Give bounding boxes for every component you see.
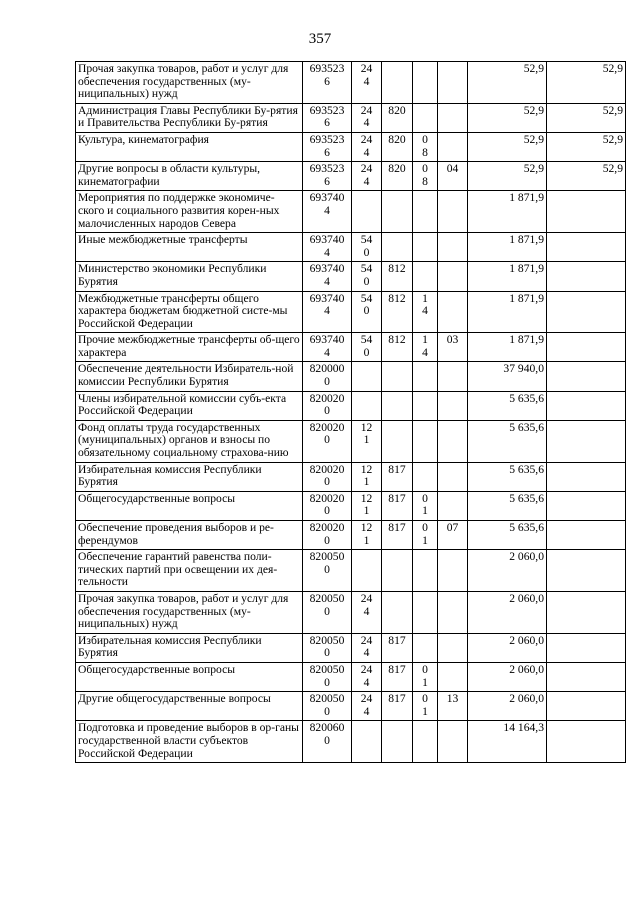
amount-cell: 5 635,6 bbox=[468, 491, 547, 520]
expense-type-cell bbox=[352, 162, 382, 191]
amount-secondary-cell bbox=[547, 420, 626, 462]
subsection-cell bbox=[438, 291, 468, 333]
expense-type-cell bbox=[352, 103, 382, 132]
target-article-cell bbox=[303, 162, 352, 191]
expense-type-cell-line: 4 bbox=[363, 604, 370, 618]
target-article-cell-line: 0 bbox=[324, 433, 330, 447]
row-name-cell: Фонд оплаты труда государственных (муниципальных) органов и взносы по обязательному социальному страхова-нию bbox=[76, 420, 303, 462]
target-article-cell bbox=[303, 721, 352, 763]
expense-type-cell-line: 12 bbox=[360, 491, 373, 505]
ministry-code-cell: 820 bbox=[382, 103, 413, 132]
amount-secondary-cell bbox=[547, 721, 626, 763]
ministry-code-cell: 817 bbox=[382, 462, 413, 491]
amount-secondary-cell: 52,9 bbox=[547, 162, 626, 191]
table-row bbox=[76, 132, 626, 161]
section-cell-line: 1 bbox=[422, 504, 428, 518]
table-row bbox=[76, 333, 626, 362]
table-row bbox=[76, 191, 626, 233]
subsection-cell: 04 bbox=[438, 162, 468, 191]
expense-type-cell-line: 4 bbox=[363, 116, 370, 130]
amount-secondary-cell bbox=[547, 692, 626, 721]
table-row bbox=[76, 103, 626, 132]
amount-secondary-cell bbox=[547, 262, 626, 291]
subsection-cell bbox=[438, 420, 468, 462]
target-article-cell-line: 693523 bbox=[309, 62, 345, 75]
ministry-code-cell bbox=[382, 191, 413, 233]
table-row bbox=[76, 692, 626, 721]
section-cell-line: 1 bbox=[422, 675, 428, 689]
expense-type-cell-line: 24 bbox=[360, 162, 373, 176]
ministry-code-cell bbox=[382, 62, 413, 104]
amount-cell: 5 635,6 bbox=[468, 420, 547, 462]
target-article-cell-line: 693740 bbox=[309, 233, 345, 247]
ministry-code-cell bbox=[382, 591, 413, 633]
row-name-cell: Избирательная комиссия Республики Бурятия bbox=[76, 633, 303, 662]
target-article-cell bbox=[303, 692, 352, 721]
target-article-cell bbox=[303, 103, 352, 132]
expense-type-cell bbox=[352, 391, 382, 420]
row-name-cell: Иные межбюджетные трансферты bbox=[76, 233, 303, 262]
expense-type-cell-line: 0 bbox=[363, 304, 370, 318]
section-cell bbox=[413, 662, 438, 691]
amount-cell: 14 164,3 bbox=[468, 721, 547, 763]
target-article-cell bbox=[303, 391, 352, 420]
expense-type-cell-line: 24 bbox=[360, 662, 373, 676]
row-name-cell: Межбюджетные трансферты общего характера бюджетам бюджетной систе-мы Российской Федерации bbox=[76, 291, 303, 333]
target-article-cell bbox=[303, 591, 352, 633]
expense-type-cell-line: 0 bbox=[363, 345, 370, 359]
target-article-cell bbox=[303, 462, 352, 491]
expense-type-cell bbox=[352, 721, 382, 763]
amount-secondary-cell bbox=[547, 333, 626, 362]
amount-cell: 5 635,6 bbox=[468, 521, 547, 550]
section-cell bbox=[413, 333, 438, 362]
target-article-cell-line: 0 bbox=[324, 562, 330, 576]
section-cell-line: 0 bbox=[422, 162, 428, 176]
expense-type-cell-line: 24 bbox=[360, 591, 373, 605]
row-name-cell: Культура, кинематография bbox=[76, 132, 303, 161]
target-article-cell-line: 693740 bbox=[309, 333, 345, 347]
expense-type-cell-line: 54 bbox=[360, 333, 373, 347]
amount-cell: 2 060,0 bbox=[468, 662, 547, 691]
expense-type-cell bbox=[352, 291, 382, 333]
target-article-cell-line: 820020 bbox=[309, 462, 345, 476]
expense-type-cell bbox=[352, 420, 382, 462]
target-article-cell-line: 6 bbox=[324, 174, 330, 188]
section-cell bbox=[413, 692, 438, 721]
table-row bbox=[76, 721, 626, 763]
ministry-code-cell bbox=[382, 391, 413, 420]
subsection-cell bbox=[438, 633, 468, 662]
target-article-cell bbox=[303, 333, 352, 362]
target-article-cell-line: 0 bbox=[324, 675, 330, 689]
ministry-code-cell: 820 bbox=[382, 162, 413, 191]
expense-type-cell bbox=[352, 62, 382, 104]
section-cell bbox=[413, 491, 438, 520]
target-article-cell-line: 693523 bbox=[309, 162, 345, 176]
target-article-cell-line: 0 bbox=[324, 704, 330, 718]
target-article-cell-line: 820000 bbox=[309, 362, 345, 376]
budget-table-body bbox=[76, 62, 626, 763]
target-article-cell-line: 0 bbox=[324, 604, 330, 618]
expense-type-cell bbox=[352, 550, 382, 592]
table-row bbox=[76, 62, 626, 104]
expense-type-cell-line: 54 bbox=[360, 291, 373, 305]
target-article-cell-line: 820050 bbox=[309, 550, 345, 564]
expense-type-cell-line: 24 bbox=[360, 692, 373, 706]
ministry-code-cell: 820 bbox=[382, 132, 413, 161]
expense-type-cell-line: 0 bbox=[363, 274, 370, 288]
ministry-code-cell bbox=[382, 420, 413, 462]
target-article-cell bbox=[303, 550, 352, 592]
target-article-cell-line: 4 bbox=[324, 245, 330, 259]
expense-type-cell-line: 12 bbox=[360, 420, 373, 434]
target-article-cell-line: 0 bbox=[324, 646, 330, 660]
subsection-cell: 07 bbox=[438, 521, 468, 550]
target-article-cell bbox=[303, 491, 352, 520]
ministry-code-cell: 817 bbox=[382, 692, 413, 721]
ministry-code-cell: 812 bbox=[382, 262, 413, 291]
amount-cell: 52,9 bbox=[468, 62, 547, 104]
amount-secondary-cell bbox=[547, 191, 626, 233]
target-article-cell-line: 6 bbox=[324, 145, 330, 159]
expense-type-cell bbox=[352, 633, 382, 662]
target-article-cell-line: 0 bbox=[324, 375, 330, 389]
expense-type-cell-line: 1 bbox=[363, 433, 370, 447]
target-article-cell-line: 0 bbox=[324, 475, 330, 489]
section-cell bbox=[413, 591, 438, 633]
ministry-code-cell bbox=[382, 362, 413, 391]
subsection-cell bbox=[438, 191, 468, 233]
amount-secondary-cell bbox=[547, 491, 626, 520]
table-row bbox=[76, 633, 626, 662]
amount-secondary-cell bbox=[547, 633, 626, 662]
expense-type-cell bbox=[352, 521, 382, 550]
subsection-cell bbox=[438, 550, 468, 592]
table-row bbox=[76, 262, 626, 291]
target-article-cell-line: 820020 bbox=[309, 521, 345, 534]
section-cell bbox=[413, 62, 438, 104]
target-article-cell-line: 820050 bbox=[309, 633, 345, 647]
expense-type-cell-line: 4 bbox=[363, 174, 370, 188]
expense-type-cell bbox=[352, 362, 382, 391]
section-cell bbox=[413, 262, 438, 291]
subsection-cell bbox=[438, 62, 468, 104]
table-row bbox=[76, 491, 626, 520]
target-article-cell-line: 693740 bbox=[309, 191, 345, 205]
expense-type-cell-line: 4 bbox=[363, 704, 370, 718]
row-name-cell: Общегосударственные вопросы bbox=[76, 491, 303, 520]
expense-type-cell-line: 54 bbox=[360, 262, 373, 276]
expense-type-cell-line: 1 bbox=[363, 533, 370, 547]
amount-cell: 5 635,6 bbox=[468, 391, 547, 420]
subsection-cell bbox=[438, 391, 468, 420]
amount-secondary-cell bbox=[547, 462, 626, 491]
expense-type-cell-line: 1 bbox=[363, 504, 370, 518]
row-name-cell: Обеспечение проведения выборов и ре-ферендумов bbox=[76, 521, 303, 550]
table-row bbox=[76, 162, 626, 191]
amount-secondary-cell bbox=[547, 591, 626, 633]
target-article-cell-line: 693523 bbox=[309, 103, 345, 117]
table-row bbox=[76, 420, 626, 462]
target-article-cell-line: 693523 bbox=[309, 132, 345, 146]
target-article-cell bbox=[303, 420, 352, 462]
table-row bbox=[76, 662, 626, 691]
section-cell-line: 8 bbox=[422, 145, 428, 159]
amount-cell: 37 940,0 bbox=[468, 362, 547, 391]
expense-type-cell-line: 12 bbox=[360, 521, 373, 534]
target-article-cell bbox=[303, 62, 352, 104]
target-article-cell bbox=[303, 191, 352, 233]
table-row bbox=[76, 550, 626, 592]
target-article-cell-line: 820050 bbox=[309, 591, 345, 605]
amount-secondary-cell bbox=[547, 521, 626, 550]
section-cell-line: 1 bbox=[422, 291, 428, 305]
row-name-cell: Члены избирательной комиссии субъ-екта Российской Федерации bbox=[76, 391, 303, 420]
row-name-cell: Министерство экономики Республики Бурятия bbox=[76, 262, 303, 291]
expense-type-cell-line: 12 bbox=[360, 462, 373, 476]
ministry-code-cell bbox=[382, 233, 413, 262]
expense-type-cell-line: 4 bbox=[363, 145, 370, 159]
table-row bbox=[76, 462, 626, 491]
page-number: 357 bbox=[308, 31, 332, 47]
target-article-cell bbox=[303, 233, 352, 262]
ministry-code-cell: 817 bbox=[382, 491, 413, 520]
row-name-cell: Прочая закупка товаров, работ и услуг для обеспечения государственных (му-ниципальных) нужд bbox=[76, 591, 303, 633]
amount-cell: 1 871,9 bbox=[468, 233, 547, 262]
ministry-code-cell: 817 bbox=[382, 633, 413, 662]
table-row bbox=[76, 233, 626, 262]
target-article-cell-line: 820050 bbox=[309, 692, 345, 706]
amount-cell: 1 871,9 bbox=[468, 262, 547, 291]
section-cell-line: 0 bbox=[422, 491, 428, 505]
amount-cell: 1 871,9 bbox=[468, 291, 547, 333]
expense-type-cell-line: 24 bbox=[360, 132, 373, 146]
amount-cell: 1 871,9 bbox=[468, 333, 547, 362]
target-article-cell bbox=[303, 662, 352, 691]
row-name-cell: Мероприятия по поддержке экономиче-ского и социального развития корен-ных малочисленных народов Севера bbox=[76, 191, 303, 233]
target-article-cell-line: 820020 bbox=[309, 491, 345, 505]
row-name-cell: Прочая закупка товаров, работ и услуг для обеспечения государственных (му-ниципальных) нужд bbox=[76, 62, 303, 104]
section-cell-line: 4 bbox=[422, 304, 428, 318]
expense-type-cell-line: 24 bbox=[360, 103, 373, 117]
amount-secondary-cell: 52,9 bbox=[547, 62, 626, 104]
amount-cell: 2 060,0 bbox=[468, 633, 547, 662]
ministry-code-cell bbox=[382, 721, 413, 763]
section-cell bbox=[413, 291, 438, 333]
row-name-cell: Другие общегосударственные вопросы bbox=[76, 692, 303, 721]
ministry-code-cell: 812 bbox=[382, 333, 413, 362]
subsection-cell: 13 bbox=[438, 692, 468, 721]
amount-secondary-cell bbox=[547, 362, 626, 391]
expense-type-cell-line: 4 bbox=[363, 74, 370, 88]
expense-type-cell-line: 24 bbox=[360, 62, 373, 75]
target-article-cell bbox=[303, 132, 352, 161]
table-row bbox=[76, 362, 626, 391]
target-article-cell-line: 4 bbox=[324, 274, 330, 288]
subsection-cell bbox=[438, 591, 468, 633]
amount-secondary-cell bbox=[547, 391, 626, 420]
section-cell-line: 0 bbox=[422, 132, 428, 146]
subsection-cell bbox=[438, 721, 468, 763]
amount-cell: 52,9 bbox=[468, 162, 547, 191]
section-cell-line: 4 bbox=[422, 345, 428, 359]
target-article-cell-line: 693740 bbox=[309, 262, 345, 276]
section-cell bbox=[413, 233, 438, 262]
section-cell bbox=[413, 191, 438, 233]
section-cell bbox=[413, 103, 438, 132]
expense-type-cell-line: 4 bbox=[363, 675, 370, 689]
section-cell bbox=[413, 362, 438, 391]
ministry-code-cell: 817 bbox=[382, 662, 413, 691]
amount-cell: 5 635,6 bbox=[468, 462, 547, 491]
ministry-code-cell: 817 bbox=[382, 521, 413, 550]
row-name-cell: Обеспечение гарантий равенства поли-тических партий при освещении их дея-тельности bbox=[76, 550, 303, 592]
table-row bbox=[76, 521, 626, 550]
expense-type-cell bbox=[352, 262, 382, 291]
amount-cell: 2 060,0 bbox=[468, 692, 547, 721]
target-article-cell bbox=[303, 633, 352, 662]
section-cell bbox=[413, 550, 438, 592]
row-name-cell: Подготовка и проведение выборов в ор-ганы государственной власти субъектов Российской Федерации bbox=[76, 721, 303, 763]
expense-type-cell bbox=[352, 692, 382, 721]
subsection-cell bbox=[438, 491, 468, 520]
target-article-cell-line: 0 bbox=[324, 404, 330, 418]
section-cell bbox=[413, 721, 438, 763]
ministry-code-cell: 812 bbox=[382, 291, 413, 333]
section-cell-line: 1 bbox=[422, 704, 428, 718]
section-cell bbox=[413, 462, 438, 491]
amount-secondary-cell: 52,9 bbox=[547, 132, 626, 161]
expense-type-cell-line: 0 bbox=[363, 245, 370, 259]
expense-type-cell bbox=[352, 662, 382, 691]
subsection-cell bbox=[438, 462, 468, 491]
target-article-cell-line: 820050 bbox=[309, 662, 345, 676]
target-article-cell-line: 6 bbox=[324, 74, 330, 88]
subsection-cell bbox=[438, 233, 468, 262]
subsection-cell bbox=[438, 132, 468, 161]
subsection-cell bbox=[438, 103, 468, 132]
ministry-code-cell bbox=[382, 550, 413, 592]
section-cell bbox=[413, 521, 438, 550]
amount-cell: 1 871,9 bbox=[468, 191, 547, 233]
amount-cell: 2 060,0 bbox=[468, 550, 547, 592]
section-cell-line: 0 bbox=[422, 521, 428, 534]
expense-type-cell bbox=[352, 132, 382, 161]
expense-type-cell bbox=[352, 333, 382, 362]
target-article-cell-line: 4 bbox=[324, 203, 330, 217]
target-article-cell-line: 4 bbox=[324, 345, 330, 359]
row-name-cell: Прочие межбюджетные трансферты об-щего характера bbox=[76, 333, 303, 362]
section-cell-line: 1 bbox=[422, 333, 428, 347]
row-name-cell: Обеспечение деятельности Избиратель-ной комиссии Республики Бурятия bbox=[76, 362, 303, 391]
table-row bbox=[76, 391, 626, 420]
expense-type-cell bbox=[352, 462, 382, 491]
expense-type-cell bbox=[352, 233, 382, 262]
budget-table bbox=[75, 61, 626, 763]
expense-type-cell-line: 54 bbox=[360, 233, 373, 247]
target-article-cell-line: 693740 bbox=[309, 291, 345, 305]
target-article-cell-line: 820060 bbox=[309, 721, 345, 735]
section-cell-line: 1 bbox=[422, 533, 428, 547]
amount-cell: 2 060,0 bbox=[468, 591, 547, 633]
amount-secondary-cell bbox=[547, 662, 626, 691]
section-cell-line: 0 bbox=[422, 692, 428, 706]
expense-type-cell bbox=[352, 591, 382, 633]
row-name-cell: Избирательная комиссия Республики Бурятия bbox=[76, 462, 303, 491]
section-cell bbox=[413, 420, 438, 462]
subsection-cell: 03 bbox=[438, 333, 468, 362]
section-cell bbox=[413, 391, 438, 420]
expense-type-cell-line: 4 bbox=[363, 646, 370, 660]
target-article-cell-line: 6 bbox=[324, 116, 330, 130]
table-row bbox=[76, 591, 626, 633]
target-article-cell bbox=[303, 521, 352, 550]
target-article-cell bbox=[303, 262, 352, 291]
expense-type-cell-line: 24 bbox=[360, 633, 373, 647]
target-article-cell bbox=[303, 291, 352, 333]
expense-type-cell bbox=[352, 491, 382, 520]
row-name-cell: Другие вопросы в области культуры, кинематографии bbox=[76, 162, 303, 191]
section-cell bbox=[413, 633, 438, 662]
row-name-cell: Общегосударственные вопросы bbox=[76, 662, 303, 691]
amount-cell: 52,9 bbox=[468, 103, 547, 132]
subsection-cell bbox=[438, 662, 468, 691]
row-name-cell: Администрация Главы Республики Бу-рятия и Правительства Республики Бу-рятия bbox=[76, 103, 303, 132]
target-article-cell-line: 820020 bbox=[309, 391, 345, 405]
expense-type-cell-line: 1 bbox=[363, 475, 370, 489]
amount-secondary-cell: 52,9 bbox=[547, 103, 626, 132]
amount-secondary-cell bbox=[547, 550, 626, 592]
target-article-cell bbox=[303, 362, 352, 391]
section-cell-line: 0 bbox=[422, 662, 428, 676]
amount-secondary-cell bbox=[547, 291, 626, 333]
section-cell-line: 8 bbox=[422, 174, 428, 188]
section-cell bbox=[413, 132, 438, 161]
target-article-cell-line: 4 bbox=[324, 304, 330, 318]
section-cell bbox=[413, 162, 438, 191]
target-article-cell-line: 0 bbox=[324, 533, 330, 547]
target-article-cell-line: 820020 bbox=[309, 420, 345, 434]
subsection-cell bbox=[438, 362, 468, 391]
subsection-cell bbox=[438, 262, 468, 291]
expense-type-cell bbox=[352, 191, 382, 233]
table-row bbox=[76, 291, 626, 333]
target-article-cell-line: 0 bbox=[324, 733, 330, 747]
amount-secondary-cell bbox=[547, 233, 626, 262]
amount-cell: 52,9 bbox=[468, 132, 547, 161]
target-article-cell-line: 0 bbox=[324, 504, 330, 518]
